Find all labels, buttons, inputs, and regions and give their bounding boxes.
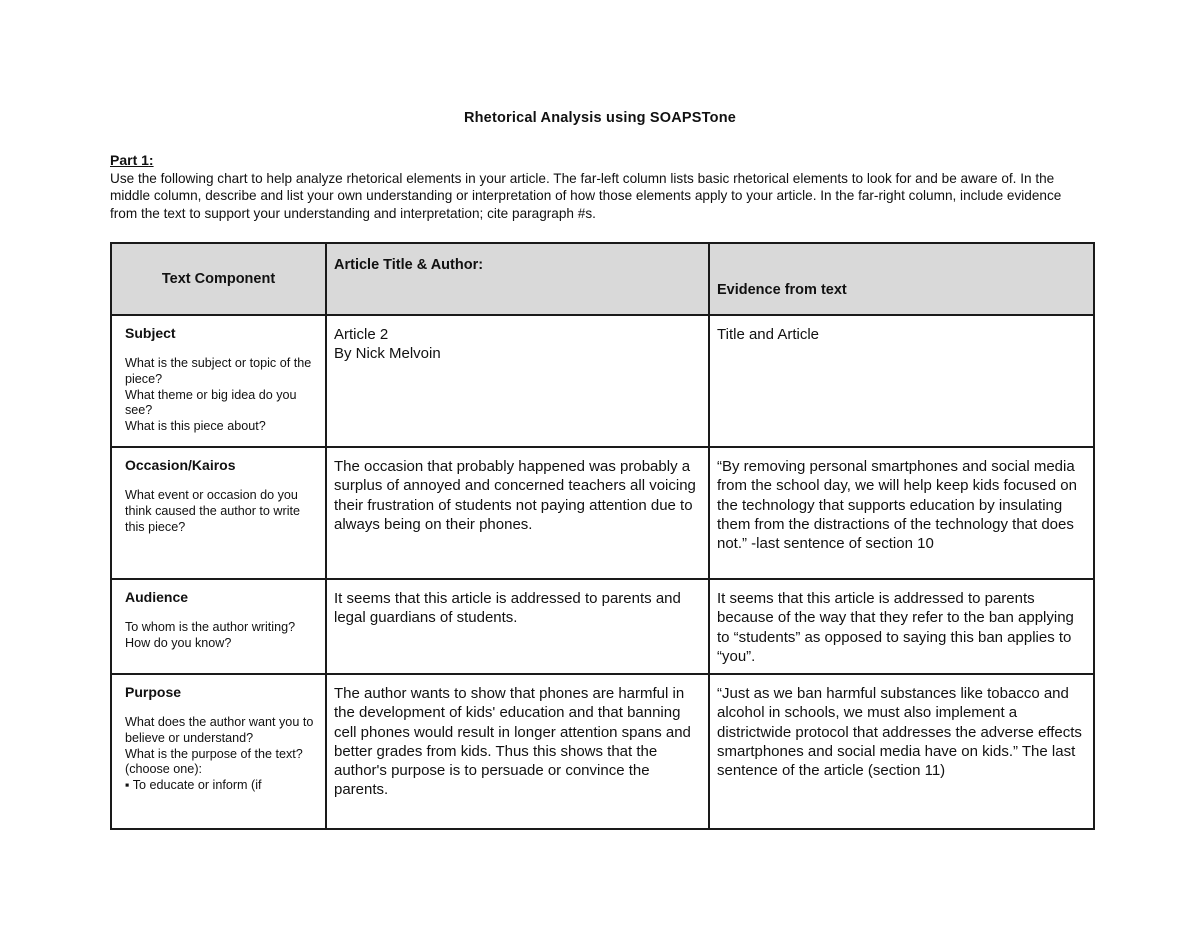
table-row-purpose (111, 674, 1094, 829)
label-prompt: What event or occasion do you think caused the author to write this piece? (125, 488, 301, 534)
header-article-title-author: Article Title & Author: (326, 243, 709, 315)
table-row-occasion (111, 447, 1094, 579)
label-cell-audience (111, 579, 326, 674)
label-cell-subject (111, 315, 326, 447)
table-row-subject (111, 315, 1094, 447)
header-text-component: Text Component (111, 243, 326, 315)
answer-cell[interactable]: It seems that this article is addressed to parents and legal guardians of students. (326, 579, 709, 674)
evidence-cell[interactable]: It seems that this article is addressed to parents because of the way that they refer to the ban applying to “students” as opposed to saying this ban applies to “you”. (709, 579, 1094, 674)
document-title: Rhetorical Analysis using SOAPSTone (463, 110, 737, 126)
label-title: Audience (125, 589, 189, 605)
header-evidence: Evidence from text (709, 243, 1094, 315)
soapstone-table (110, 242, 1095, 830)
label-cell-occasion (111, 447, 326, 579)
evidence-cell[interactable]: Title and Article (709, 315, 1094, 447)
instructions-paragraph: Use the following chart to help analyze rhetorical elements in your article. The far-left column lists basic rhetorical elements to look for and be aware of. In the middle column, describe and list your own understanding or interpretation of how those elements apply to your article. In the far-right column, include evidence from the text to support your understanding and interpretation; cite paragraph #s. (110, 171, 1062, 221)
label-prompt: What is the subject or topic of the piece? What theme or big idea do you see? What is this piece about? (125, 356, 312, 434)
table-row-audience (111, 579, 1094, 674)
answer-cell[interactable]: Article 2 By Nick Melvoin (326, 315, 709, 447)
answer-cell[interactable]: The author wants to show that phones are harmful in the development of kids' education and that banning cell phones would result in longer attention spans and better grades from kids. Thus this shows that the author's purpose is to persuade or convince the parents. (326, 674, 709, 829)
label-cell-purpose (111, 674, 326, 829)
label-title: Purpose (125, 684, 182, 700)
answer-cell[interactable]: The occasion that probably happened was probably a surplus of annoyed and concerned teachers all voicing their frustration of students not paying attention due to always being on their phones. (326, 447, 709, 579)
part-heading (110, 152, 154, 168)
evidence-cell[interactable]: “By removing personal smartphones and social media from the school day, we will help keep kids focused on the technology that supports education by insulating them from the distractions of the technology that does not.” -last sentence of section 10 (709, 447, 1094, 579)
label-prompt: To whom is the author writing? How do you know? (125, 620, 296, 650)
label-prompt: What does the author want you to believe or understand? What is the purpose of the text? (choose one): ▪ To educate or inform (if (125, 715, 314, 793)
label-title: Occasion/Kairos (125, 457, 236, 473)
evidence-cell[interactable]: “Just as we ban harmful substances like tobacco and alcohol in schools, we must also implement a districtwide protocol that addresses the adverse effects smartphones and social media have on kids.” The last sentence of the article (section 11) (709, 674, 1094, 829)
label-title: Subject (125, 325, 176, 341)
part-label: Part 1 (110, 152, 149, 168)
table-header-row (111, 243, 1094, 315)
part-colon: : (148, 152, 154, 168)
